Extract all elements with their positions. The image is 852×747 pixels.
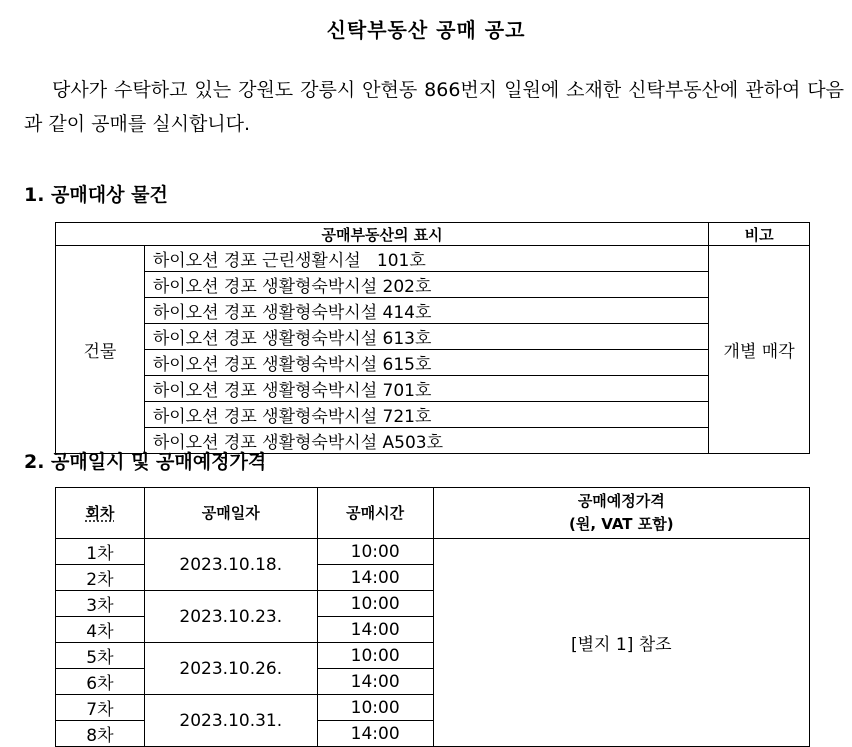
- property-item: 하이오션 경포 근린생활시설 101호: [144, 246, 708, 272]
- time-cell: 14:00: [317, 721, 433, 747]
- date-cell: 2023.10.31.: [144, 695, 317, 747]
- round-cell: 4차: [56, 617, 145, 643]
- table-row: [56, 350, 810, 376]
- note-column-header: 비고: [709, 223, 810, 246]
- time-column-header: 공매시간: [317, 488, 433, 539]
- round-header-label: 회차: [85, 503, 115, 522]
- time-cell: 10:00: [317, 695, 433, 721]
- sale-note: 개별 매각: [709, 246, 810, 454]
- round-column-header: [56, 488, 145, 539]
- table-header-row: [56, 223, 810, 246]
- date-column-header: 공매일자: [144, 488, 317, 539]
- round-cell: 7차: [56, 695, 145, 721]
- table-row: [56, 376, 810, 402]
- date-cell: 2023.10.26.: [144, 643, 317, 695]
- table-row: [56, 539, 810, 565]
- property-item: 하이오션 경포 생활형숙박시설 613호: [144, 324, 708, 350]
- time-cell: 10:00: [317, 591, 433, 617]
- section-2-heading: 2. 공매일시 및 공매예정가격: [24, 451, 267, 473]
- property-item: 하이오션 경포 생활형숙박시설 A503호: [144, 428, 708, 454]
- time-cell: 14:00: [317, 565, 433, 591]
- time-cell: 14:00: [317, 617, 433, 643]
- table-row: [56, 246, 810, 272]
- price-header-line2: (원, VAT 포함): [569, 515, 674, 533]
- price-header-line1: 공매예정가격: [577, 492, 665, 510]
- date-cell: 2023.10.23.: [144, 591, 317, 643]
- auction-property-table: [55, 222, 810, 454]
- round-cell: 5차: [56, 643, 145, 669]
- section-1-heading: 1. 공매대상 물건: [24, 184, 168, 206]
- price-column-header: [433, 488, 809, 539]
- time-cell: 10:00: [317, 643, 433, 669]
- table-header-row: [56, 488, 810, 539]
- property-item: 하이오션 경포 생활형숙박시설 615호: [144, 350, 708, 376]
- property-category: 건물: [56, 246, 145, 454]
- property-item: 하이오션 경포 생활형숙박시설 701호: [144, 376, 708, 402]
- round-cell: 2차: [56, 565, 145, 591]
- round-cell: 6차: [56, 669, 145, 695]
- round-cell: 3차: [56, 591, 145, 617]
- table-row: [56, 298, 810, 324]
- auction-schedule-table: [55, 487, 810, 747]
- round-cell: 1차: [56, 539, 145, 565]
- time-cell: 10:00: [317, 539, 433, 565]
- price-reference-cell: [별지 1] 참조: [433, 539, 809, 747]
- table-row: [56, 272, 810, 298]
- property-item: 하이오션 경포 생활형숙박시설 202호: [144, 272, 708, 298]
- table-row: [56, 324, 810, 350]
- date-cell: 2023.10.18.: [144, 539, 317, 591]
- round-cell: 8차: [56, 721, 145, 747]
- property-item: 하이오션 경포 생활형숙박시설 414호: [144, 298, 708, 324]
- intro-paragraph: 당사가 수탁하고 있는 강원도 강릉시 안현동 866번지 일원에 소재한 신탁부동산에 관하여 다음과 같이 공매를 실시합니다.: [24, 79, 844, 135]
- time-cell: 14:00: [317, 669, 433, 695]
- property-item: 하이오션 경포 생활형숙박시설 721호: [144, 402, 708, 428]
- property-column-header: 공매부동산의 표시: [56, 223, 709, 246]
- table-row: [56, 402, 810, 428]
- notice-title: 신탁부동산 공매 공고: [326, 18, 526, 42]
